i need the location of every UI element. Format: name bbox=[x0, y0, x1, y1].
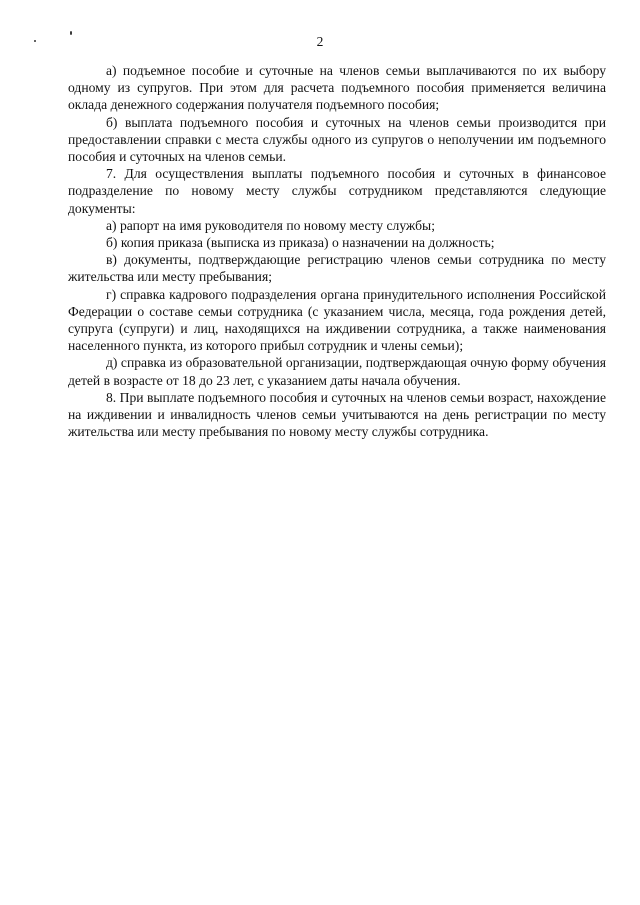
paragraph-7: 7. Для осуществления выплаты подъемного пособия и суточных в финансовое подразделение по новому месту службы сотрудником представляются следующие документы: bbox=[68, 166, 606, 216]
paragraph-7a: а) рапорт на имя руководителя по новому месту службы; bbox=[106, 217, 435, 233]
paragraph-7d: д) справка из образовательной организации, подтверждающая очную форму обучения детей в возрасте от 18 до 23 лет, с указанием даты начала обучения. bbox=[68, 355, 606, 388]
paragraph-6b: б) выплата подъемного пособия и суточных на членов семьи производится при предоставлении справки с места службы одного из супругов о неполучении им подъемного пособия и суточных на членов семьи. bbox=[68, 114, 606, 165]
paragraph-7g: г) справка кадрового подразделения органа принудительного исполнения Российской Федерации о составе семьи сотрудника (с указанием числа, месяца, года рождения детей, супруга (супруги) и лиц, находящихся на иждивении сотрудника, а также наименования населенного пункта, из которого прибыл сотрудник и члены семьи); bbox=[68, 286, 606, 354]
paragraph-7v: в) документы, подтверждающие регистрацию членов семьи сотрудника по месту жительства или месту пребывания; bbox=[68, 252, 606, 285]
paragraph-6a: а) подъемное пособие и суточные на членов семьи выплачиваются по их выбору одному из супругов. При этом для расчета подъемного пособия применяется величина оклада денежного содержания получателя подъемного пособия; bbox=[68, 63, 606, 113]
document-body bbox=[68, 62, 606, 440]
page-number: 2 bbox=[316, 34, 324, 49]
paragraph-8: 8. При выплате подъемного пособия и суточных на членов семьи возраст, нахождение на иждивении и инвалидность членов семьи учитываются на день регистрации по месту жительства или месту пребывания по новому месту службы сотрудника. bbox=[68, 389, 606, 440]
paragraph-7b: б) копия приказа (выписка из приказа) о назначении на должность; bbox=[106, 235, 495, 251]
